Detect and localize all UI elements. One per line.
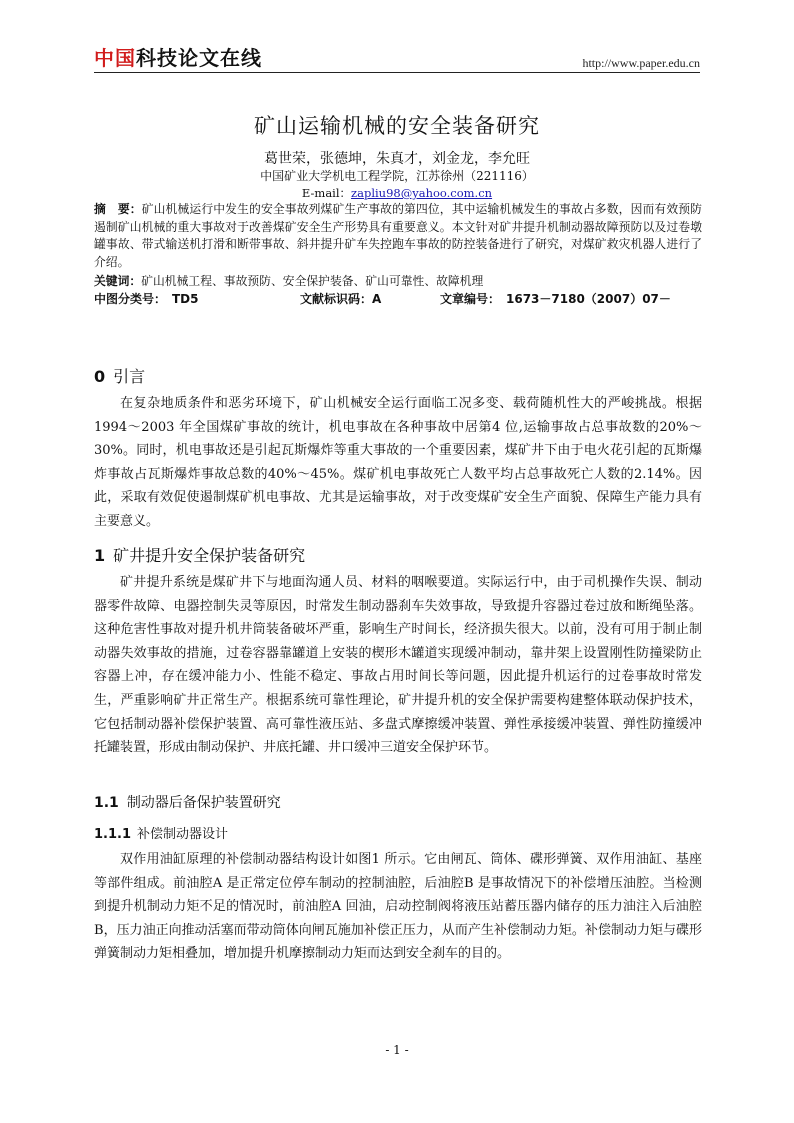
section-1-1-heading: 1.1 制动器后备保护装置研究 xyxy=(94,795,281,811)
document-code: 文献标识码：A xyxy=(300,292,382,306)
header-url[interactable]: http://www.paper.edu.cn xyxy=(582,56,700,70)
affiliation: 中国矿业大学机电工程学院，江苏徐州（221116） xyxy=(260,169,534,183)
paragraph-section-1: 矿井提升系统是煤矿井下与地面沟通人员、材料的咽喉要道。实际运行中，由于司机操作失误、制动器零件故障、电器控制失灵等原因，时常发生制动器刹车失效事故，导致提升容器过卷过放和断绳坠落。这种危害性事故对提升机井筒装备破坏严重，影响生产时间长，经济损失很大。以前，没有可用于制止制动器失效事故的措施，过卷容器靠罐道上安装的楔形木罐道实现缓冲制动，靠井架上设置刚性防撞梁防止容器上冲，存在缓冲能力小、性能不稳定、事故占用时间长等问题，因此提升机运行的过卷事故时常发生，严重影响矿井正常生产。根据系统可靠性理论，矿井提升机的安全保护需要构建整体联动保护技术，它包括制动器补偿保护装置、高可靠性液压站、多盘式摩擦缓冲装置、弹性承接缓冲装置、弹性防撞缓冲托罐装置，形成由制动保护、井底托罐、井口缓冲三道安全保护环节。 xyxy=(94,575,702,756)
logo-black-text: 科技论文在线 xyxy=(136,46,262,70)
page-number: - 1 - xyxy=(385,1043,409,1057)
paper-title: 矿山运输机械的安全装备研究 xyxy=(254,114,540,138)
email-link[interactable]: zapliu98@yahoo.com.cn xyxy=(351,186,493,200)
abstract-text: 矿山机械运行中发生的安全事故列煤矿生产事故的第四位，其中运输机械发生的事故占多数，因而有效预防遏制矿山机械的重大事故对于改善煤矿安全生产形势具有重要意义。本文针对矿井提升机制动器故障预防以及过卷墩罐事故、带式输送机打滑和断带事故、斜井提升矿车失控跑车事故的防控装备进行了研究，对煤矿救灾机器人进行了介绍。 xyxy=(94,202,702,269)
section-1-heading: 1 矿井提升安全保护装备研究 xyxy=(94,546,306,565)
journal-logo xyxy=(94,46,262,70)
section-1-1-1-heading: 1.1.1 补偿制动器设计 xyxy=(94,827,229,842)
keywords xyxy=(94,273,702,290)
email-label: E-mail： xyxy=(301,186,352,200)
paragraph-section-1-1-1: 双作用油缸原理的补偿制动器结构设计如图1 所示。它由闸瓦、筒体、碟形弹簧、双作用油缸、基座等部件组成。前油腔A 是正常定位停车制动的控制油腔，后油腔B 是事故情况下的补偿增压油腔。当检测到提升机制动力矩不足的情况时，前油腔A 回油，启动控制阀将液压站蓄压器内储存的压力油注入后油腔 B，压力油正向推动活塞而带动筒体向闸瓦施加补偿正压力，从而产生补偿制动力矩。补偿制动力矩与碟形弹簧制动力矩相叠加，增加提升机摩擦制动力矩而达到安全刹车的目的。 xyxy=(94,852,702,962)
keywords-label: 关键词： xyxy=(94,274,142,288)
email-line xyxy=(0,185,794,201)
abstract xyxy=(94,201,702,271)
abstract-label: 摘 要： xyxy=(94,202,142,216)
paragraph-intro: 在复杂地质条件和恶劣环境下，矿山机械安全运行面临工况多变、载荷随机性大的严峻挑战。根据1994～2003 年全国煤矿事故的统计，机电事故在各种事故中居第4 位,运输事故占总事故数的20%～30%。同时，机电事故还是引起瓦斯爆炸等重大事故的一个重要因素，煤矿井下由于电火花引起的瓦斯爆炸事故占瓦斯爆炸事故总数的40%～45%。煤矿机电事故死亡人数平均占总事故死亡人数的2.14%。因此，采取有效促使遏制煤矿机电事故、尤其是运输事故，对于改变煤矿安全生产面貌、保障生产能力具有主要意义。 xyxy=(94,396,702,529)
logo-red-text: 中国 xyxy=(94,46,136,70)
authors: 葛世荣，张德坤，朱真才，刘金龙，李允旺 xyxy=(264,151,530,167)
page-header xyxy=(94,46,700,73)
section-0-heading: 0 引言 xyxy=(94,367,146,386)
article-number: 文章编号： 1673－7180（2007）07－ xyxy=(440,292,671,306)
keywords-text: 矿山机械工程、事故预防、安全保护装备、矿山可靠性、故障机理 xyxy=(141,274,484,288)
clc-number: 中图分类号： TD5 xyxy=(94,292,199,306)
